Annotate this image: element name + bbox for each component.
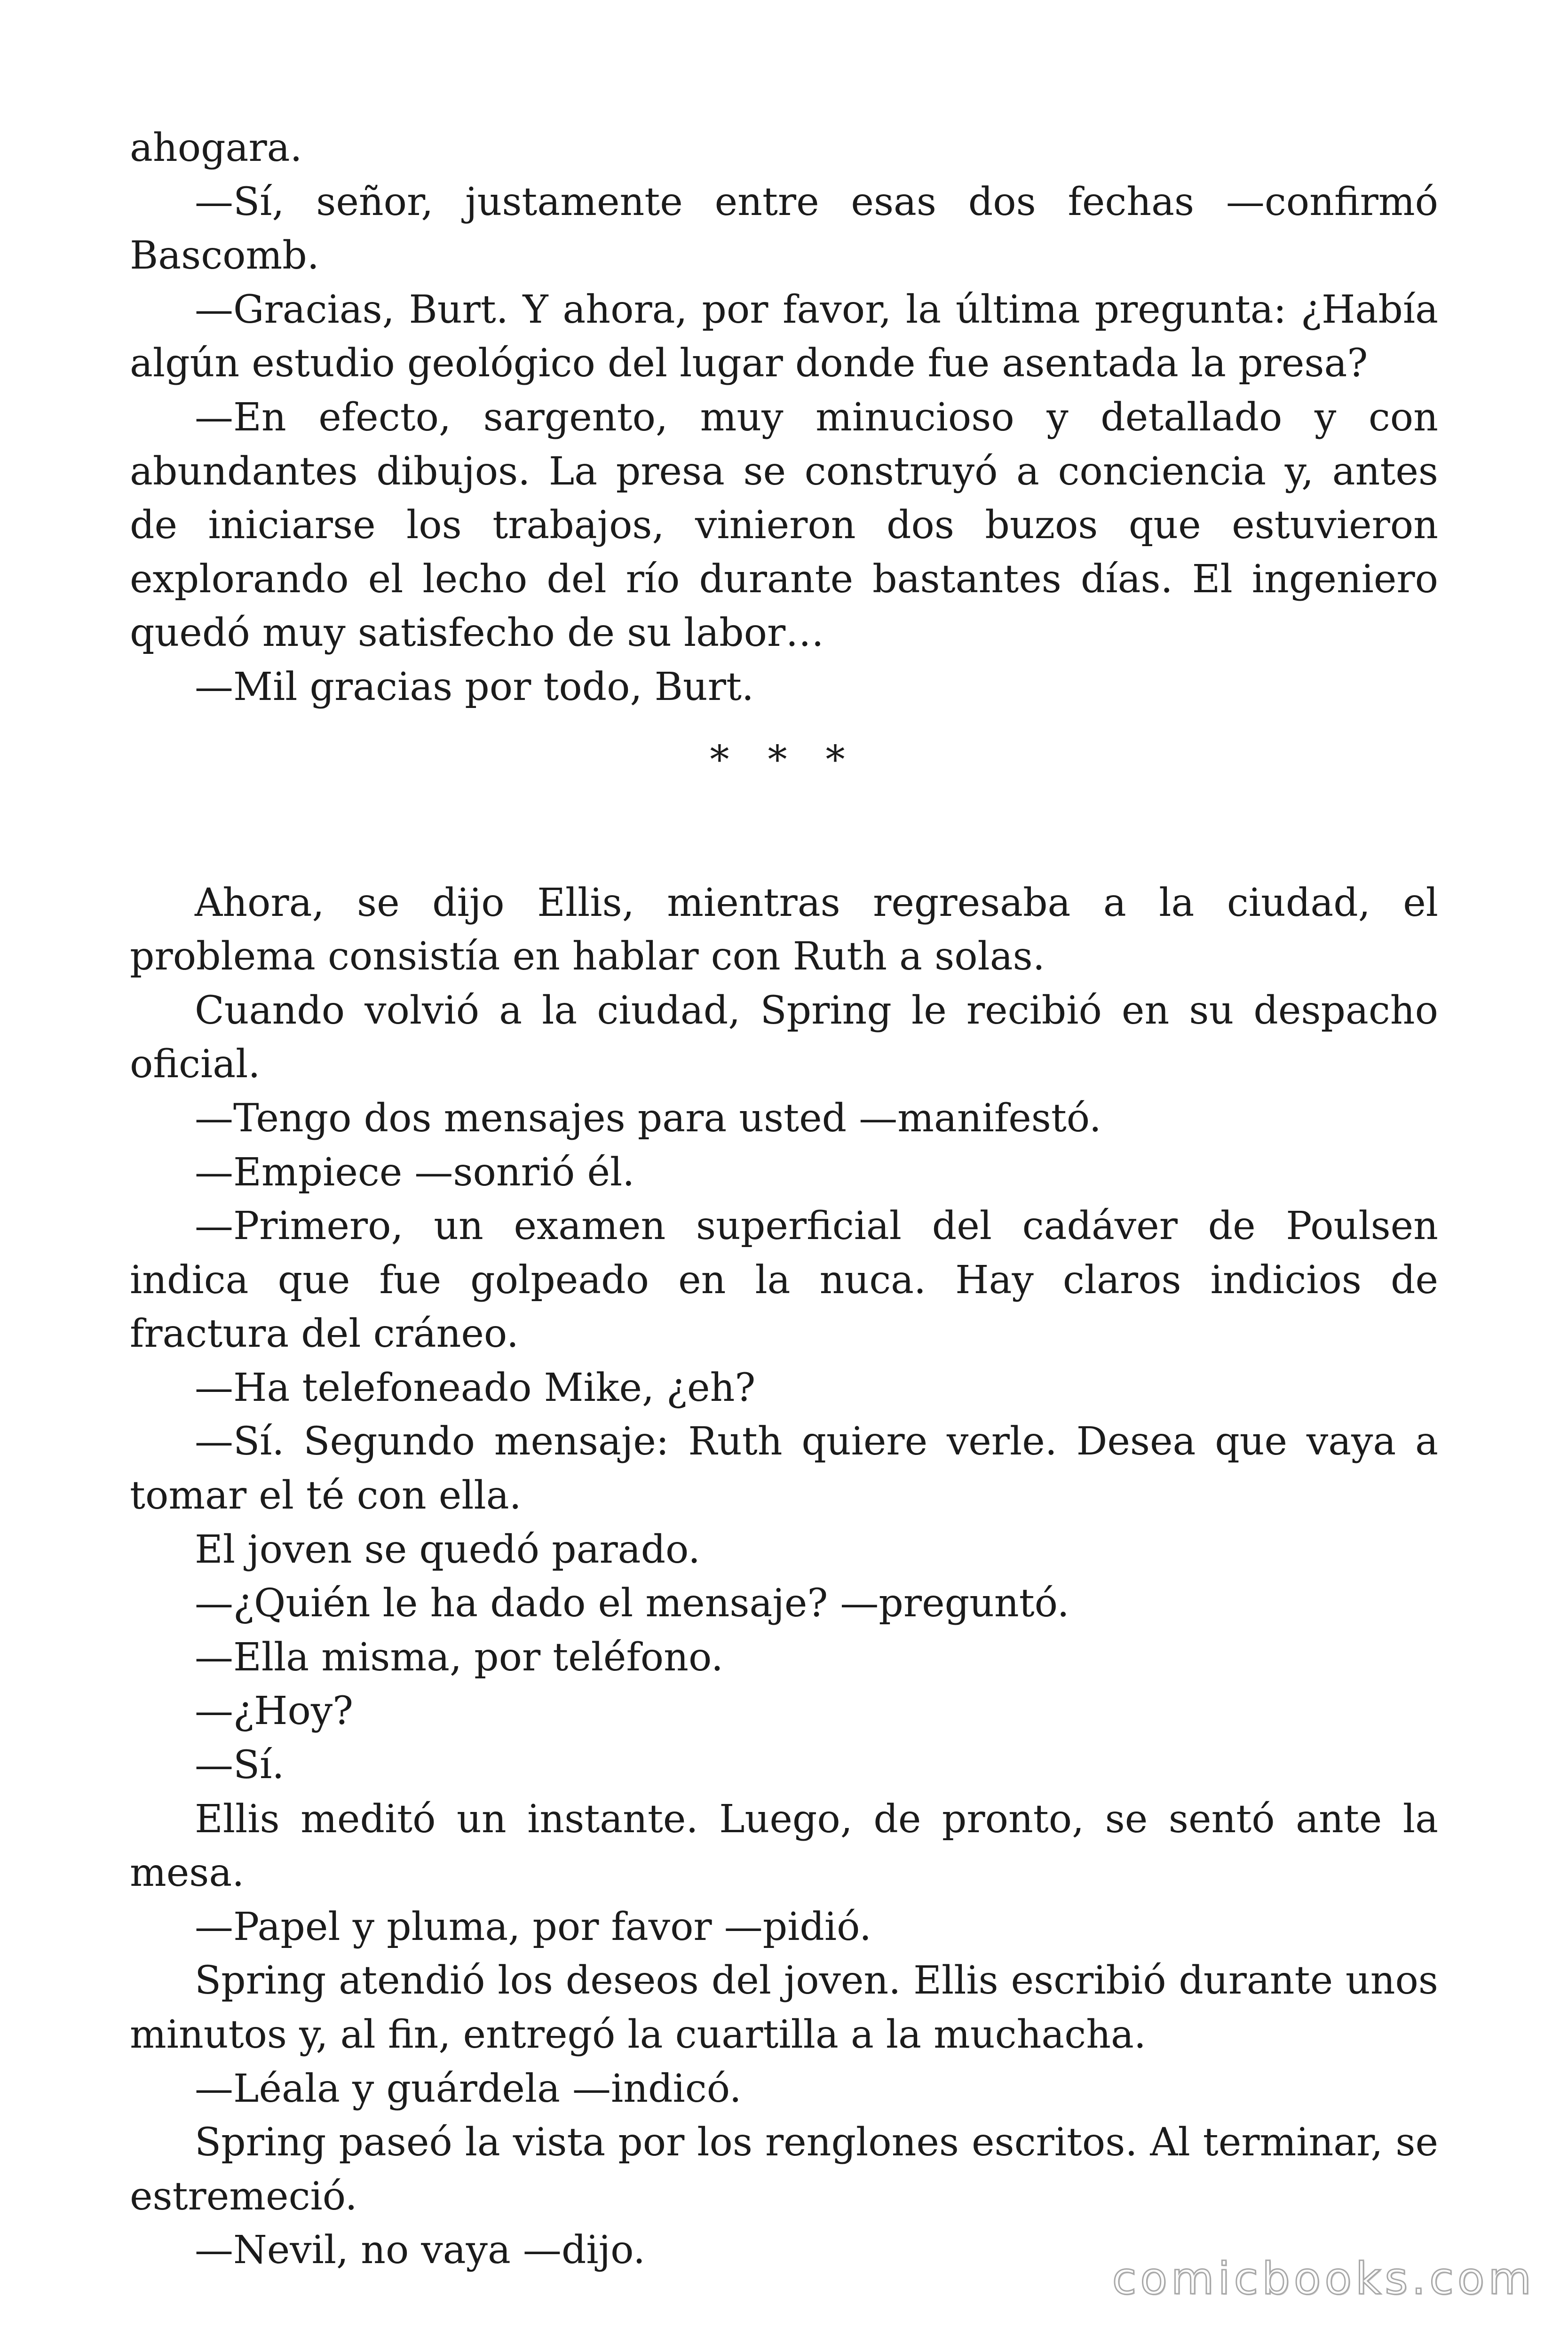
paragraph: —Nevil, no vaya —dijo. — [195, 2228, 646, 2273]
section-break — [130, 715, 1438, 876]
paragraph: ahogara. — [130, 126, 302, 170]
paragraph: —¿Quién le ha dado el mensaje? —preguntó. — [195, 1581, 1069, 1626]
paragraph: —Gracias, Burt. Y ahora, por favor, la última pregunta: ¿Había algún estudio geológico del lugar donde fue asentada la presa? — [130, 287, 1438, 386]
paragraph: —Mil gracias por todo, Burt. — [195, 664, 754, 709]
section-break-asterisks: * * * — [710, 737, 858, 782]
paragraph: —Tengo dos mensajes para usted —manifestó. — [195, 1096, 1101, 1141]
paragraph: Spring atendió los deseos del joven. Ellis escribió durante unos minutos y, al fin, entregó la cuartilla a la muchacha. — [130, 1958, 1438, 2057]
watermark: comicbooks.com — [1112, 2253, 1535, 2304]
paragraph: Ellis meditó un instante. Luego, de pronto, se sentó ante la mesa. — [130, 1796, 1438, 1896]
paragraph: —Léala y guárdela —indicó. — [195, 2066, 742, 2111]
book-page — [130, 121, 1438, 2278]
paragraph: —Sí. — [195, 1743, 285, 1788]
paragraph: —En efecto, sargento, muy minucioso y detallado y con abundantes dibujos. La presa se construyó a conciencia y, antes de iniciarse los trabajos, vinieron dos buzos que estuvieron explorando el lecho del río durante bastantes días. El ingeniero quedó muy satisfecho de su labor… — [130, 395, 1438, 656]
paragraph: —Ha telefoneado Mike, ¿eh? — [195, 1365, 756, 1410]
paragraph: —Papel y pluma, por favor —pidió. — [195, 1904, 872, 1949]
paragraph: —¿Hoy? — [195, 1689, 354, 1734]
paragraph: Ahora, se dijo Ellis, mientras regresaba a la ciudad, el problema consistía en hablar con Ruth a solas. — [130, 880, 1438, 979]
paragraph: El joven se quedó parado. — [195, 1527, 701, 1572]
paragraph: —Ella misma, por teléfono. — [195, 1635, 723, 1680]
paragraph: —Sí, señor, justamente entre esas dos fechas —confirmó Bascomb. — [130, 179, 1438, 278]
paragraph: Spring paseó la vista por los renglones escritos. Al terminar, se estremeció. — [130, 2120, 1438, 2219]
paragraph: —Primero, un examen superficial del cadáver de Poulsen indica que fue golpeado en la nuca. Hay claros indicios de fractura del cráneo. — [130, 1204, 1438, 1357]
paragraph: —Empiece —sonrió él. — [195, 1150, 635, 1195]
paragraph: Cuando volvió a la ciudad, Spring le recibió en su despacho oficial. — [130, 988, 1438, 1087]
paragraph: —Sí. Segundo mensaje: Ruth quiere verle. Desea que vaya a tomar el té con ella. — [130, 1419, 1438, 1518]
